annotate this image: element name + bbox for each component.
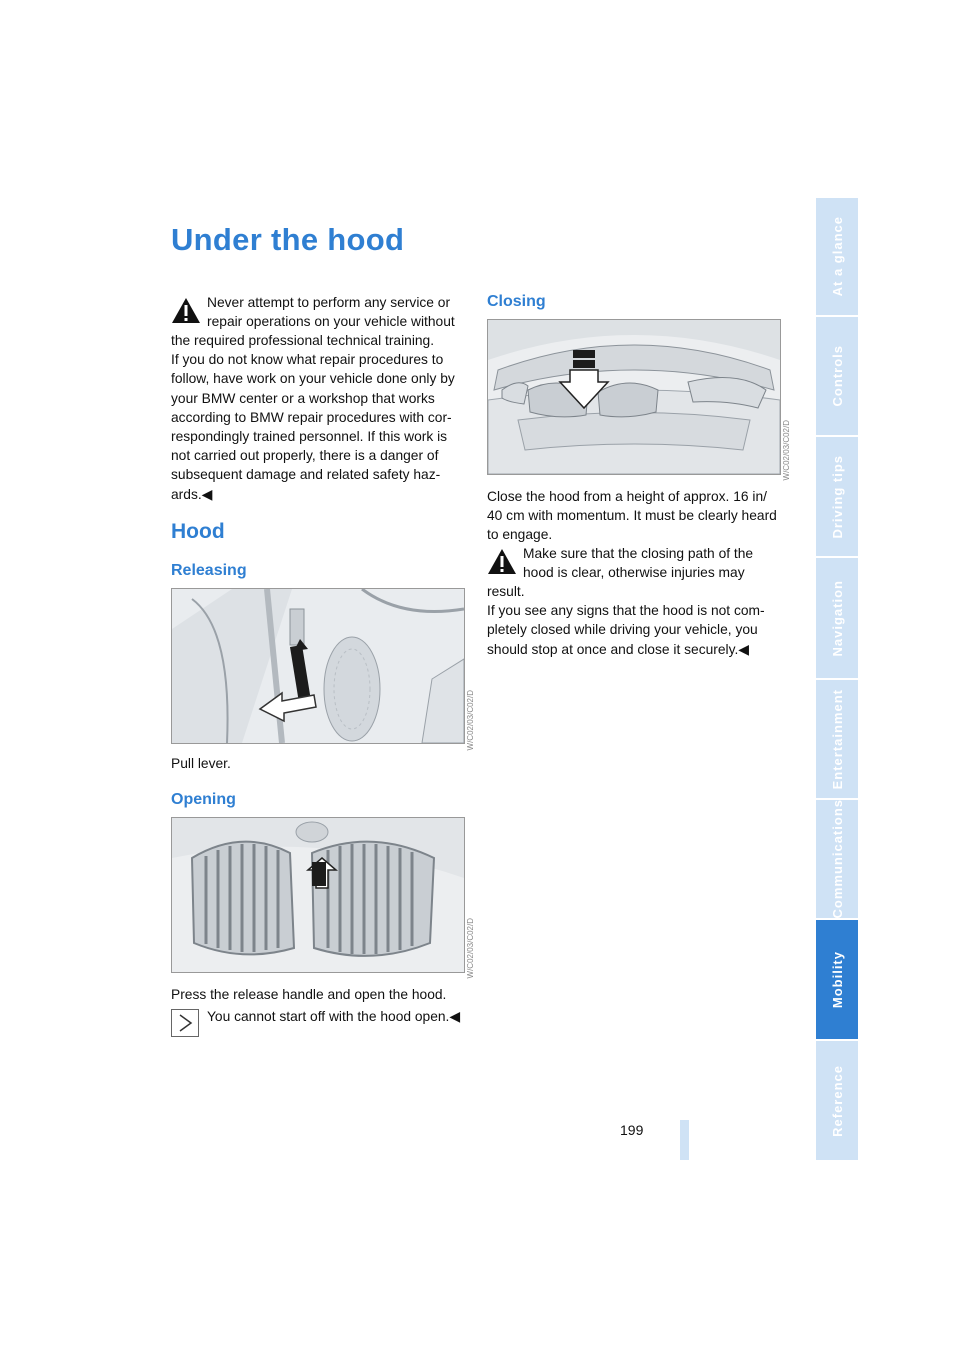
page-number: 199 (620, 1122, 644, 1138)
image-code: W/C02/03/C02/D (466, 918, 475, 979)
subheading-opening: Opening (171, 791, 236, 808)
closing-instructions: Close the hood from a height of approx. 16 in/ 40 cm with momentum. It must be clearly heard to engage. (487, 489, 777, 543)
image-code: W/C02/03/C02/D (466, 690, 475, 751)
tab-at-a-glance[interactable]: At a glance (816, 198, 858, 315)
tab-entertainment[interactable]: Entertainment (816, 680, 858, 798)
page-number-marker (680, 1120, 689, 1160)
tab-mobility[interactable]: Mobility (816, 920, 858, 1039)
tab-navigation[interactable]: Navigation (816, 558, 858, 678)
tab-reference[interactable]: Reference (816, 1041, 858, 1160)
page-title: Under the hood (171, 222, 405, 257)
opening-illustration (171, 817, 465, 973)
image-code: W/C02/03/C02/D (782, 420, 791, 481)
subheading-releasing: Releasing (171, 562, 247, 579)
tab-communications[interactable]: Communications (816, 800, 858, 918)
closing-warning-a: Make sure that the closing path of the hood is clear, otherwise injuries may (523, 546, 754, 581)
section-heading-hood: Hood (171, 520, 225, 543)
note-text: You cannot start off with the hood open.◀ (207, 1009, 461, 1024)
subheading-closing: Closing (487, 293, 546, 310)
note-arrow-icon (171, 1009, 199, 1037)
tab-controls[interactable]: Controls (816, 317, 858, 435)
releasing-illustration (171, 588, 465, 744)
chapter-tabs (816, 198, 858, 1160)
warning-text-1b: the required professional technical training. If you do not know what repair procedures to follow, have work on your vehicle done only by your BMW center or a workshop that works according to BMW repair procedures with cor- respondingly trained personnel. If this work is not carried out properly, there is a danger of subsequent damage and related safety haz- ards.◀ (171, 333, 455, 502)
caption-press-release: Press the release handle and open the hood. (171, 987, 447, 1002)
caption-pull-lever: Pull lever. (171, 756, 231, 771)
warning-text-1a: Never attempt to perform any service or repair operations on your vehicle without (207, 295, 455, 330)
closing-warning-b: result. If you see any signs that the hood is not com- pletely closed while driving your vehicle, you should stop at once and close it securely.◀ (487, 584, 765, 657)
closing-illustration (487, 319, 781, 475)
tab-driving-tips[interactable]: Driving tips (816, 437, 858, 556)
warning-triangle-icon (487, 548, 517, 575)
warning-triangle-icon (171, 297, 201, 324)
